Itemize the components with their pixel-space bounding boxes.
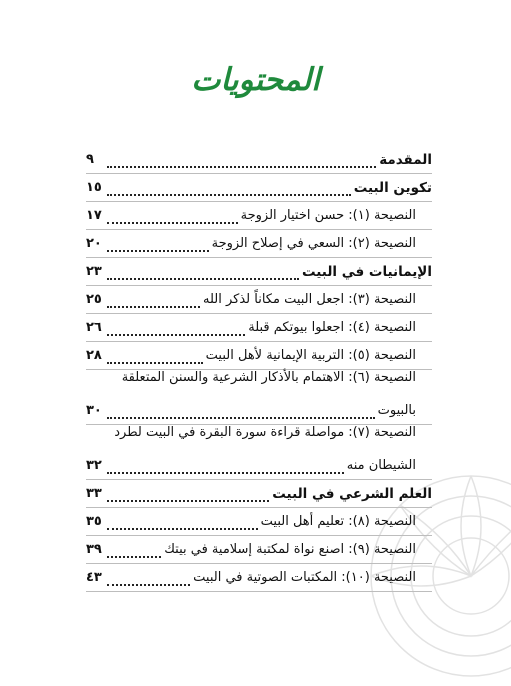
toc-entry-label: النصيحة (٣): اجعل البيت مكاناً لذكر الله bbox=[203, 292, 416, 307]
toc-page-number: ٣٥ bbox=[86, 514, 102, 529]
dot-leader bbox=[107, 292, 200, 308]
toc-page-number: ٢٣ bbox=[86, 264, 102, 279]
dot-leader bbox=[107, 152, 376, 168]
toc-page-number: ١٥ bbox=[86, 180, 102, 195]
dot-leader bbox=[107, 458, 344, 474]
toc-entry-label: تكوين البيت bbox=[353, 179, 432, 196]
toc-entry-advice[interactable] bbox=[86, 370, 432, 425]
toc-entry-advice[interactable] bbox=[86, 564, 432, 592]
toc-entry-advice[interactable] bbox=[86, 286, 432, 314]
toc-entry-advice[interactable] bbox=[86, 536, 432, 564]
toc-entry-label: النصيحة (٢): السعي في إصلاح الزوجة bbox=[211, 236, 416, 251]
dot-leader bbox=[107, 570, 190, 586]
toc-entry-advice[interactable] bbox=[86, 314, 432, 342]
toc-page-number: ٤٣ bbox=[86, 570, 102, 585]
toc-page-number: ٣٠ bbox=[86, 403, 102, 418]
toc-page-number: ٢٥ bbox=[86, 292, 102, 307]
toc-entry-label: المقدمة bbox=[379, 151, 432, 168]
dot-leader bbox=[107, 348, 203, 364]
dot-leader bbox=[107, 514, 258, 530]
dot-leader bbox=[107, 264, 299, 280]
toc-page-number: ١٧ bbox=[86, 208, 102, 223]
dot-leader bbox=[107, 236, 209, 252]
toc-page-number: ٢٨ bbox=[86, 348, 102, 363]
dot-leader bbox=[107, 542, 161, 558]
dot-leader bbox=[107, 320, 245, 336]
table-of-contents bbox=[86, 146, 432, 592]
toc-page-number: ٣٣ bbox=[86, 486, 102, 501]
toc-entry-label-continued: الشيطان منه bbox=[346, 458, 416, 473]
toc-entry-label: النصيحة (٤): اجعلوا بيوتكم قبلة bbox=[248, 320, 416, 335]
toc-entry-label: النصيحة (١٠): المكتبات الصوتية في البيت bbox=[193, 570, 416, 585]
toc-entry-label-continued: بالبيوت bbox=[377, 403, 416, 418]
toc-entry-introduction[interactable] bbox=[86, 146, 432, 174]
toc-entry-label: النصيحة (٩): اصنع نواة لمكتبة إسلامية في بيتك bbox=[164, 542, 416, 557]
toc-entry-advice[interactable] bbox=[86, 425, 432, 480]
toc-entry-advice[interactable] bbox=[86, 342, 432, 370]
toc-page-number: ٣٩ bbox=[86, 542, 102, 557]
toc-entry-advice[interactable] bbox=[86, 508, 432, 536]
toc-entry-chapter[interactable] bbox=[86, 480, 432, 508]
page-title: المحتويات bbox=[191, 62, 320, 98]
toc-entry-advice[interactable] bbox=[86, 202, 432, 230]
toc-entry-label: الإيمانيات في البيت bbox=[302, 263, 432, 280]
toc-page-number: ٢٦ bbox=[86, 320, 102, 335]
toc-entry-label: النصيحة (١): حسن اختيار الزوجة bbox=[240, 208, 416, 223]
dot-leader bbox=[107, 180, 351, 196]
toc-entry-chapter[interactable] bbox=[86, 174, 432, 202]
dot-leader bbox=[107, 403, 375, 419]
dot-leader bbox=[107, 208, 238, 224]
toc-entry-label: النصيحة (٥): التربية الإيمانية لأهل البيت bbox=[205, 348, 416, 363]
toc-entry-label: النصيحة (٨): تعليم أهل البيت bbox=[260, 514, 416, 529]
toc-page-number: ٣٢ bbox=[86, 458, 102, 473]
toc-entry-label: النصيحة (٧): مواصلة قراءة سورة البقرة في البيت لطرد bbox=[114, 425, 416, 440]
toc-page-number: ٢٠ bbox=[86, 236, 102, 251]
toc-entry-label: العلم الشرعي في البيت bbox=[272, 485, 432, 502]
toc-entry-label: النصيحة (٦): الاهتمام بالأذكار الشرعية والسنن المتعلقة bbox=[121, 370, 416, 385]
dot-leader bbox=[107, 486, 269, 502]
toc-entry-chapter[interactable] bbox=[86, 258, 432, 286]
toc-page-number: ٩ bbox=[86, 152, 94, 167]
toc-entry-advice[interactable] bbox=[86, 230, 432, 258]
